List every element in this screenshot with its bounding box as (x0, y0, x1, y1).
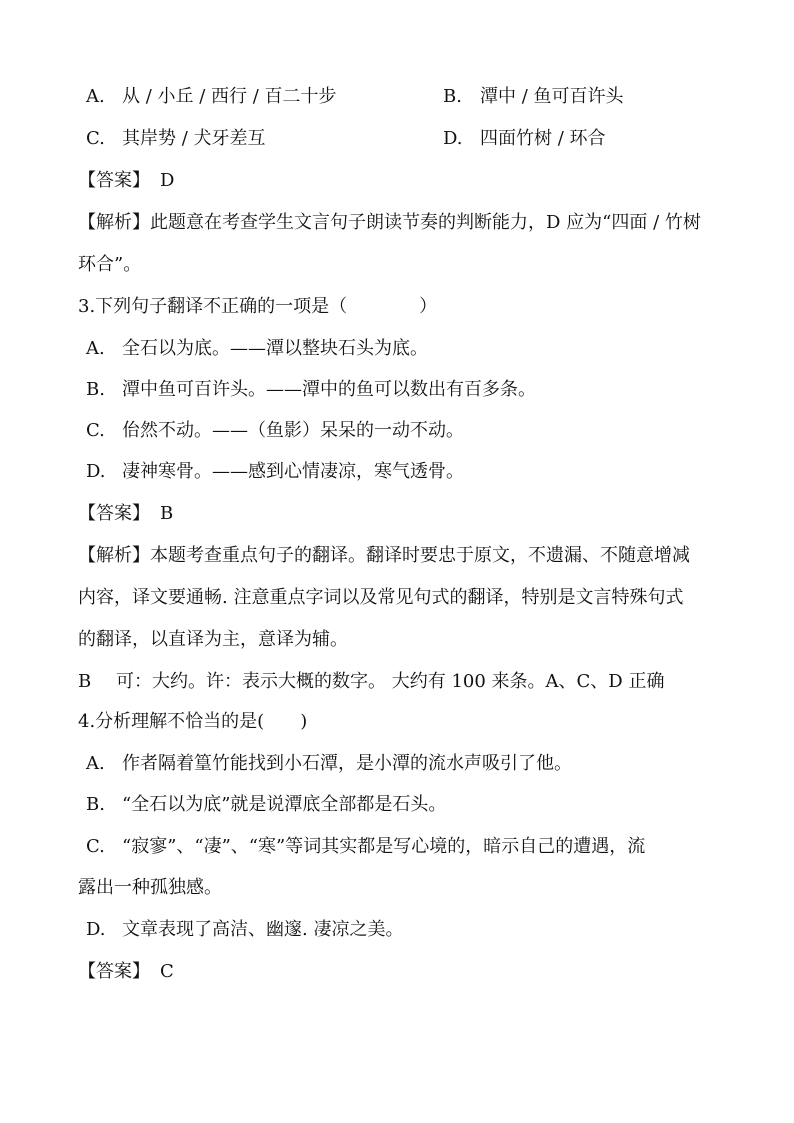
q3-option-d-letter: D. (86, 461, 106, 482)
q2-option-d-letter: D. (443, 128, 463, 149)
q4-option-b-letter: B. (86, 794, 105, 815)
q3-analysis-line-1: 本题考查重点句子的翻译。翻译时要忠于原文，不遗漏、不随意增减 (150, 545, 690, 566)
q3-option-b-letter: B. (86, 379, 105, 400)
q4-option-c-text-line-1: “寂寥”、“凄”、“寒”等词其实都是写心境的，暗示自己的遭遇，流 (122, 836, 646, 857)
q2-option-c-text: 其岸势 / 犬牙差互 (122, 128, 266, 149)
q2-answer-tag: 【答案】 (78, 170, 150, 191)
q3-analysis-tag: 【解析】 (78, 545, 150, 566)
q3-option-c-text: 佁然不动。——（鱼影）呆呆的一动不动。 (122, 420, 464, 441)
q3-note-letter: B (78, 671, 92, 692)
q2-option-a-letter: A. (86, 86, 105, 107)
q3-option-d-text: 凄神寒骨。——感到心情凄凉，寒气透骨。 (122, 461, 464, 482)
q4-option-c-letter: C. (86, 836, 105, 857)
q4-answer-tag: 【答案】 (78, 961, 150, 982)
q4-option-b-text: “全石以为底”就是说潭底全部都是石头。 (122, 794, 447, 815)
q2-answer-value: D (160, 170, 175, 191)
q2-analysis-tag: 【解析】 (78, 212, 150, 233)
q2-analysis-line-2: 环合”。 (78, 254, 142, 275)
q3-question: 3.下列句子翻译不正确的一项是（ ） (78, 296, 438, 317)
q3-analysis-line-2: 内容，译文要通畅. 注意重点字词以及常见句式的翻译，特别是文言特殊句式 (78, 587, 684, 608)
q3-option-a-text: 全石以为底。——潭以整块石头为底。 (122, 338, 428, 359)
q4-option-a-letter: A. (86, 753, 105, 774)
q4-option-d-text: 文章表现了高洁、幽邃. 凄凉之美。 (122, 919, 404, 940)
q2-option-b-letter: B. (443, 86, 462, 107)
q2-option-c-letter: C. (86, 128, 105, 149)
q4-option-a-text: 作者隔着篁竹能找到小石潭，是小潭的流水声吸引了他。 (122, 753, 572, 774)
q3-option-a-letter: A. (86, 338, 105, 359)
q3-analysis-line-3: 的翻译，以直译为主，意译为辅。 (78, 629, 348, 650)
q3-answer-value: B (160, 503, 174, 524)
q3-note-text: 可：大约。许：表示大概的数字。 大约有 100 来条。A、C、D 正确 (116, 671, 665, 692)
q2-option-d-text: 四面竹树 / 环合 (480, 128, 606, 149)
q4-answer-value: C (160, 961, 174, 982)
q2-option-a-text: 从 / 小丘 / 西行 / 百二十步 (122, 86, 337, 107)
q2-analysis-line-1: 此题意在考查学生文言句子朗读节奏的判断能力，D 应为“四面 / 竹树 (150, 212, 701, 233)
q2-option-b-text: 潭中 / 鱼可百许头 (480, 86, 624, 107)
q4-option-d-letter: D. (86, 919, 106, 940)
q4-option-c-text-line-2: 露出一种孤独感。 (78, 877, 222, 898)
q3-option-b-text: 潭中鱼可百许头。——潭中的鱼可以数出有百多条。 (122, 379, 536, 400)
q3-answer-tag: 【答案】 (78, 503, 150, 524)
q4-question: 4.分析理解不恰当的是( ) (78, 711, 308, 732)
q3-option-c-letter: C. (86, 420, 105, 441)
